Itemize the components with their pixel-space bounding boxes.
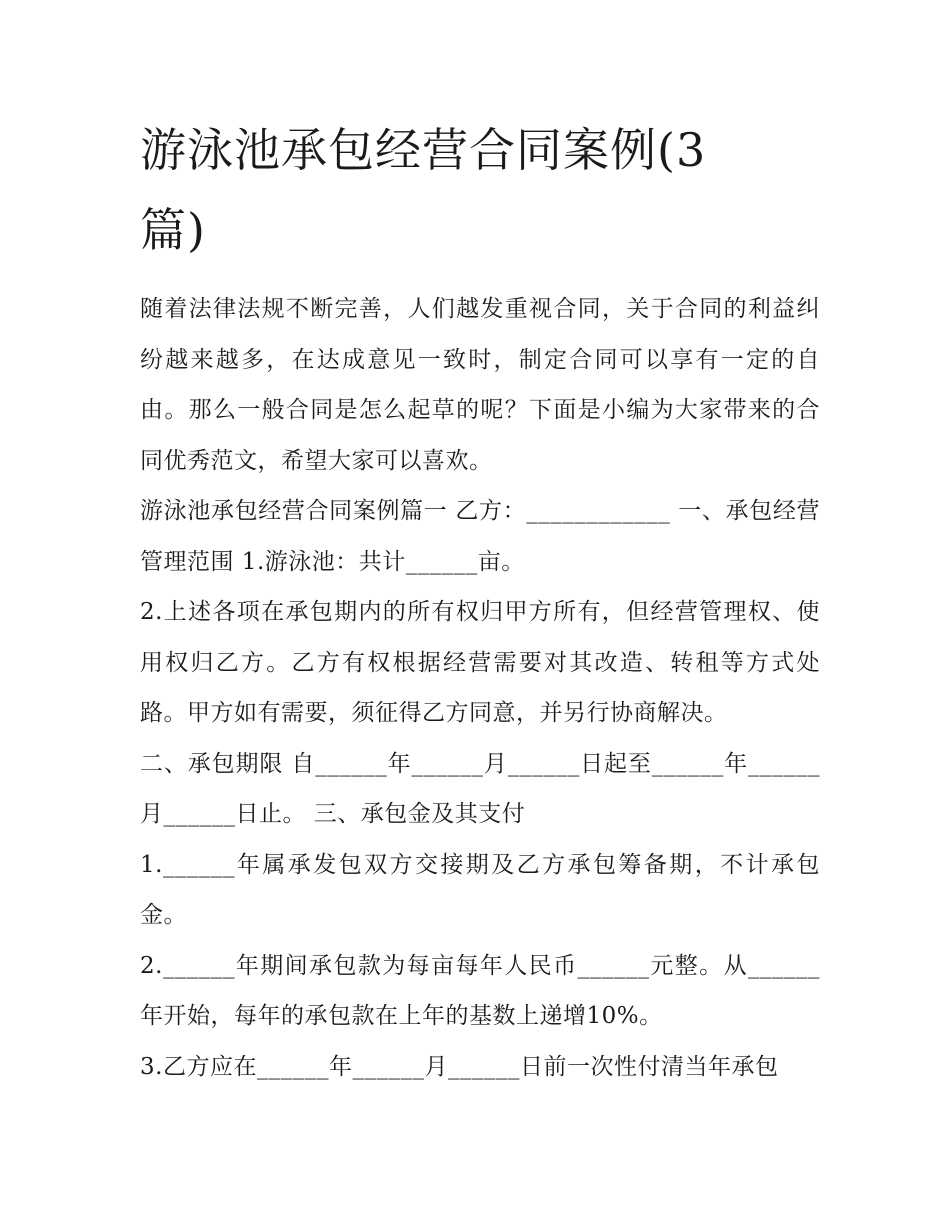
contract-paragraph-2: 2.上述各项在承包期内的所有权归甲方所有，但经营管理权、使用权归乙方。乙方有权根据经营需要对其改造、转租等方式处路。甲方如有需要，须征得乙方同意，并另行协商解决。: [140, 599, 820, 726]
document-title: 游泳池承包经营合同案例(3篇): [140, 123, 707, 257]
intro-paragraph: 随着法律法规不断完善，人们越发重视合同，关于合同的利益纠纷越来越多，在达成意见一致时，制定合同可以享有一定的自由。那么一般合同是怎么起草的呢？下面是小编为大家带来的合同优秀范文，希望大家可以喜欢。: [140, 296, 820, 474]
contract-paragraph-6: 3.乙方应在______年______月______日前一次性付清当年承包: [140, 1053, 779, 1080]
contract-paragraph-4: 1.______年属承发包双方交接期及乙方承包筹备期，不计承包金。: [140, 851, 820, 928]
contract-paragraph-1: 游泳池承包经营合同案例篇一 乙方：____________ 一、承包经营管理范围 1.游泳池：共计______亩。: [140, 498, 820, 575]
contract-paragraph-3: 二、承包期限 自______年______月______日起至______年______月______日止。 三、承包金及其支付: [140, 750, 820, 827]
document-page: [140, 110, 820, 1092]
contract-paragraph-5: 2.______年期间承包款为每亩每年人民币______元整。从______年开始，每年的承包款在上年的基数上递增10%。: [140, 952, 820, 1029]
